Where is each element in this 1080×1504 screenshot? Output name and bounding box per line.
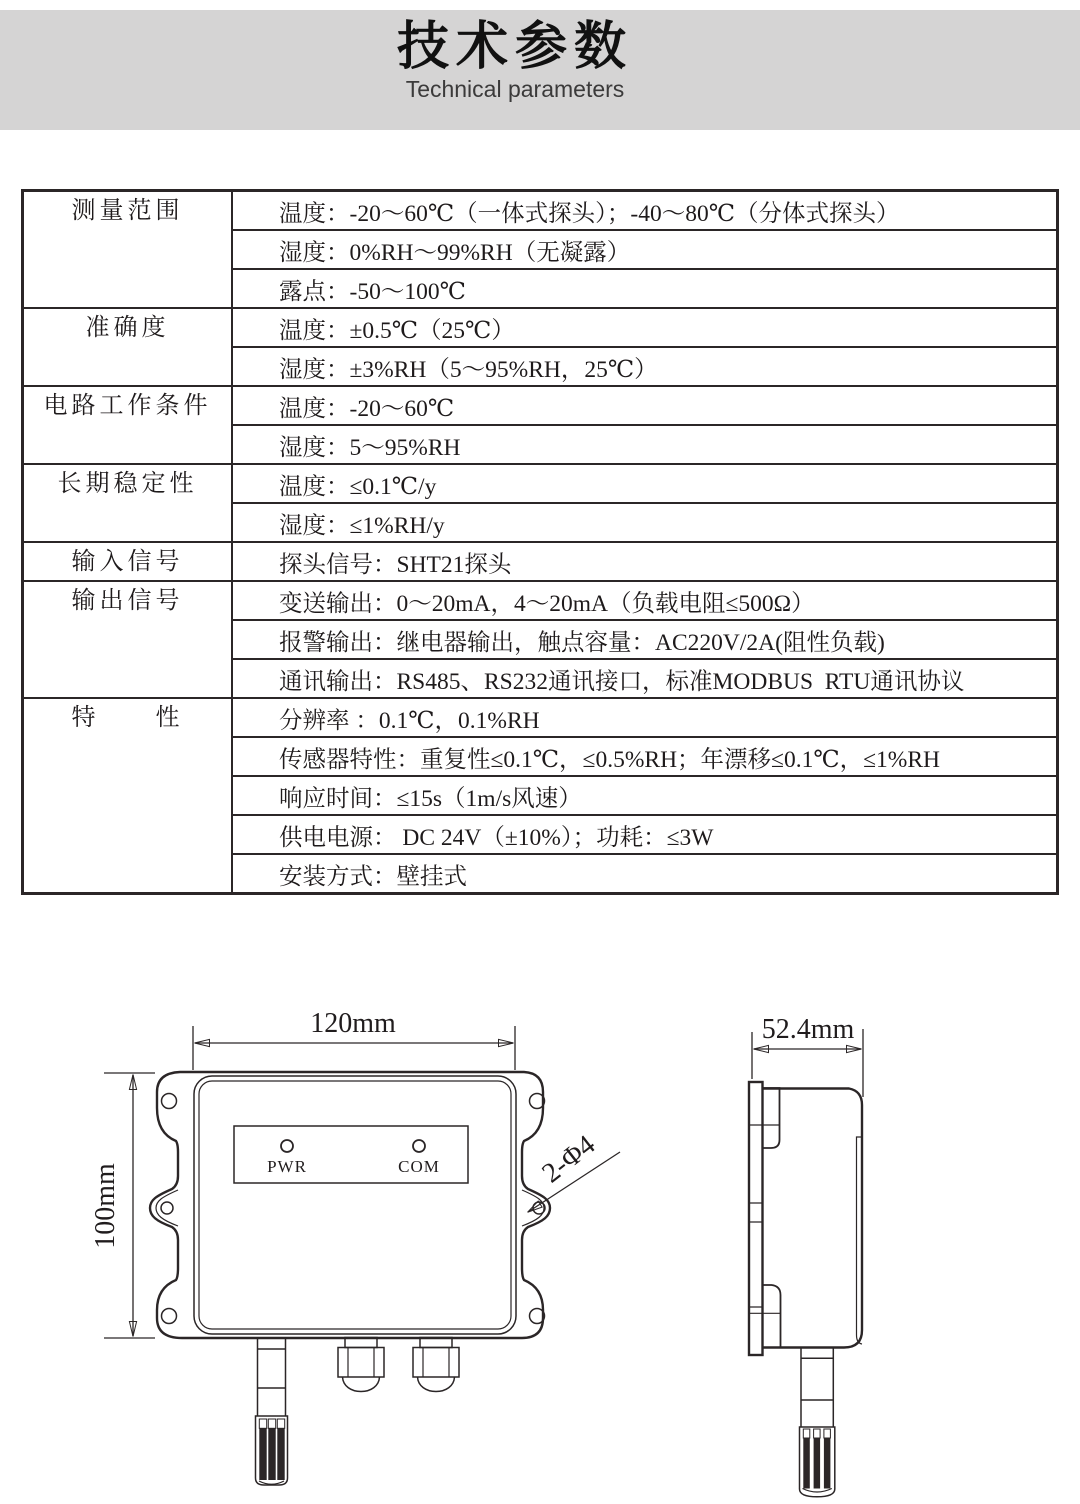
cable-gland-left (338, 1338, 384, 1392)
mount-hole-top-left (162, 1094, 177, 1109)
spec-value: 报警输出：继电器输出，触点容量：AC220V/2A(阻性负载) (232, 620, 1058, 659)
spec-value: 变送输出：0～20mA，4～20mA（负载电阻≤500Ω） (232, 581, 1058, 620)
spec-group-label: 特 性 (23, 698, 233, 894)
spec-table-body (23, 191, 1058, 894)
front-width-label: 120mm (310, 1008, 396, 1039)
table-row (23, 386, 1058, 425)
front-lid-outer (194, 1076, 516, 1334)
com-led-icon (413, 1140, 425, 1152)
spec-value: 湿度：5～95%RH (232, 425, 1058, 464)
pwr-led-icon (281, 1140, 293, 1152)
spec-value: 湿度：0%RH～99%RH（无凝露） (232, 230, 1058, 269)
spec-value: 湿度：≤1%RH/y (232, 503, 1058, 542)
spec-value: 传感器特性：重复性≤0.1℃，≤0.5%RH；年漂移≤0.1℃，≤1%RH (232, 737, 1058, 776)
table-row (23, 191, 1058, 231)
table-row (23, 698, 1058, 737)
spec-group-label: 测量范围 (23, 191, 233, 309)
page-subtitle: Technical parameters (405, 76, 625, 102)
sensor-probe-front (256, 1338, 288, 1485)
spec-group-label: 输入信号 (23, 542, 233, 581)
spec-value: 温度：-20～60℃ (232, 386, 1058, 425)
spec-group-label: 电路工作条件 (23, 386, 233, 464)
spec-value: 湿度：±3%RH（5～95%RH，25℃） (232, 347, 1058, 386)
side-depth-dimension (752, 1014, 863, 1097)
spec-value: 分辨率 ：0.1℃，0.1%RH (232, 698, 1058, 737)
side-upper-tab (763, 1088, 780, 1148)
front-view (90, 1008, 620, 1485)
front-width-dimension (193, 1008, 515, 1070)
header-band (0, 10, 1080, 130)
spec-value: 响应时间：≤15s（1m/s风速） (232, 776, 1058, 815)
table-row (23, 581, 1058, 620)
page-title: 技术参数 (396, 18, 633, 76)
hole-callout (528, 1129, 620, 1212)
spec-value: 露点：-50～100℃ (232, 269, 1058, 308)
cable-gland-right (413, 1338, 459, 1392)
sensor-probe-side (800, 1348, 835, 1497)
side-mounting-plate (749, 1082, 763, 1355)
front-enclosure-outline (150, 1072, 550, 1338)
spec-value: 供电电源： DC 24V（±10%）；功耗：≤3W (232, 815, 1058, 854)
spec-value: 温度：-20～60℃（一体式探头）；-40～80℃（分体式探头） (232, 191, 1058, 231)
spec-value: 温度：±0.5℃（25℃） (232, 308, 1058, 347)
technical-drawings (0, 960, 1080, 1504)
front-lid-inner (199, 1081, 511, 1329)
front-height-dimension (90, 1073, 155, 1338)
side-depth-label: 52.4mm (761, 1014, 855, 1045)
spec-group-label: 长期稳定性 (23, 464, 233, 542)
mount-hole-mid-left (161, 1202, 173, 1214)
mount-hole-bottom-left (162, 1309, 177, 1324)
spec-group-label: 准确度 (23, 308, 233, 386)
table-row (23, 308, 1058, 347)
pwr-led-label: PWR (267, 1157, 307, 1176)
side-body-outline (763, 1089, 863, 1348)
hole-callout-label: 2-Φ4 (536, 1129, 602, 1190)
spec-value: 温度：≤0.1℃/y (232, 464, 1058, 503)
spec-table (21, 189, 1059, 890)
com-led-label: COM (398, 1157, 440, 1176)
side-lower-tab (763, 1285, 781, 1348)
spec-group-label: 输出信号 (23, 581, 233, 698)
spec-value: 探头信号：SHT21探头 (232, 542, 1058, 581)
spec-value: 安装方式：壁挂式 (232, 854, 1058, 894)
table-row (23, 464, 1058, 503)
table-row (23, 542, 1058, 581)
spec-value: 通讯输出：RS485、RS232通讯接口，标准MODBUS RTU通讯协议 (232, 659, 1058, 698)
side-view (749, 1014, 863, 1497)
front-height-label: 100mm (90, 1163, 121, 1249)
